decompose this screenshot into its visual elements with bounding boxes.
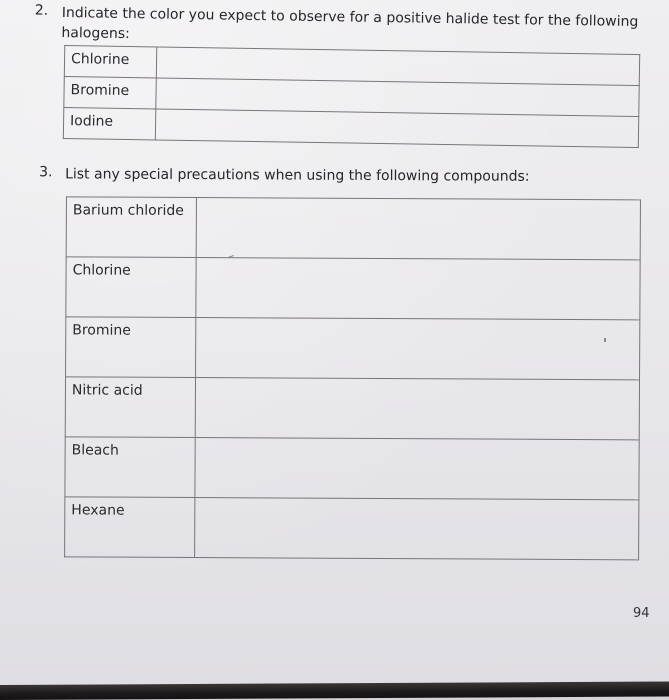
compound-label-cell (66, 197, 196, 258)
compound-label-cell (66, 317, 196, 378)
compound-label: Bleach (71, 442, 119, 459)
precautions-table (64, 196, 641, 560)
compound-label-cell (66, 257, 196, 318)
halogen-label-cell (63, 108, 155, 140)
precaution-answer-cell[interactable] (196, 258, 640, 320)
table-row (65, 497, 639, 560)
compound-label: Barium chloride (72, 202, 184, 219)
halogen-label: Iodine (69, 113, 114, 130)
question-3-number: 3. (39, 164, 53, 181)
compound-label-cell (65, 377, 195, 438)
compound-label: Hexane (71, 502, 125, 519)
halogen-color-table (63, 45, 640, 148)
halogen-label-cell (64, 46, 156, 78)
compound-label: Bromine (72, 322, 131, 339)
question-2-prompt-line-2: halogens: (61, 24, 130, 43)
table-row (66, 257, 640, 320)
precaution-answer-cell[interactable] (195, 378, 639, 440)
desk-edge (0, 681, 669, 700)
question-2-prompt-line-1: Indicate the color you expect to observe for a positive halide test for the following (61, 4, 639, 31)
halogen-label-cell (64, 77, 156, 109)
compound-label-cell (65, 497, 195, 558)
page-number: 94 (633, 606, 650, 621)
table-row (65, 377, 639, 440)
table-row (65, 437, 639, 500)
table-row (66, 197, 640, 260)
pencil-speck (604, 338, 606, 342)
precaution-answer-cell[interactable] (196, 198, 640, 260)
precaution-answer-cell[interactable] (195, 438, 639, 500)
compound-label-cell (65, 437, 195, 498)
precaution-answer-cell[interactable] (195, 498, 639, 560)
table-row (66, 317, 640, 380)
halogen-label: Chlorine (70, 51, 130, 69)
compound-label: Chlorine (72, 262, 131, 279)
question-2-number: 2. (34, 2, 49, 19)
compound-label: Nitric acid (71, 382, 143, 399)
halogen-label: Bromine (70, 82, 130, 100)
halogen-answer-cell[interactable] (155, 109, 638, 148)
question-3-prompt: List any special precautions when using the following compounds: (65, 166, 530, 185)
question-2 (0, 0, 669, 130)
precaution-answer-cell[interactable] (196, 318, 640, 380)
